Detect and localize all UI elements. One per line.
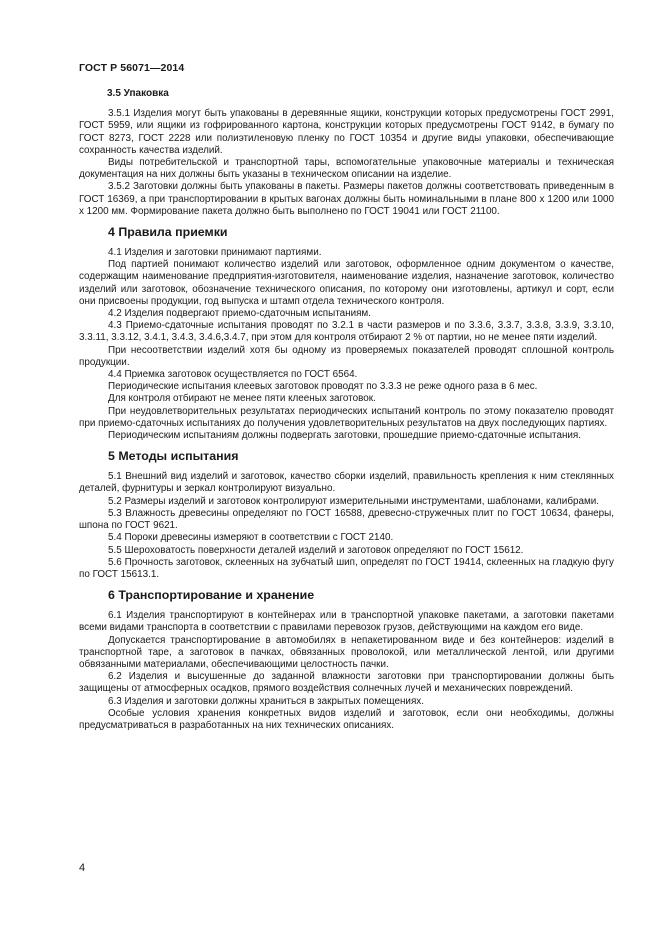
paragraph: 5.3 Влажность древесины определяют по ГОСТ 16588, древесно-стружечных плит по ГОСТ 10634, фанеры, шпона по ГОСТ 9621. [79,507,614,532]
section-heading: 6 Транспортирование и хранение [108,588,315,603]
section-heading: 4 Правила приемки [108,225,228,240]
paragraph: Допускается транспортирование в автомобилях в непакетированном виде и без контейнеров: изделий в транспортной таре, а заготовок в пачках, обвязанных проволокой, или металлической лентой, или другими обвязанными материалами, обеспечивающими целостность пачки. [79,634,614,670]
section-heading: 3.5 Упаковка [107,88,169,99]
paragraph: 5.6 Прочность заготовок, склеенных на зубчатый шип, определят по ГОСТ 19414, склеенных на гладкую фугу по ГОСТ 15613.1. [79,556,614,580]
paragraph: Под партией понимают количество изделий или заготовок, оформленное одним документом о качестве, содержащим наименование предприятия-изготовителя, наименование изделия, назначение заготовок, количество изделий или заготовок, обозначение технического описания, по которому они изготовлены, артикул и сорт, если они присвоены продукции, год выпуска и штамп отдела технического контроля. [79,259,614,307]
paragraph: Периодические испытания клеевых заготовок проводят по 3.3.3 не реже одного раза в 6 мес. [108,381,538,393]
paragraph: 5.4 Пороки древесины измеряют в соответствии с ГОСТ 2140. [108,532,394,544]
paragraph: 3.5.2 Заготовки должны быть упакованы в пакеты. Размеры пакетов должны соответствовать приведенным в ГОСТ 16369, а при транспортировании в крытых вагонах должны быть номинальными в плане 800 х 1200 или 1000 х 1200 мм. Формирование пакета должно быть выполнено по ГОСТ 19041 или ГОСТ 21100. [79,181,614,217]
paragraph: Особые условия хранения конкретных видов изделий и заготовок, если они необходимы, должны предусматриваться в разработанных на них технических описаниях. [79,707,614,731]
paragraph: Для контроля отбирают не менее пяти клееных заготовок. [108,393,376,405]
section-heading: 5 Методы испытания [108,449,239,464]
paragraph: 6.1 Изделия транспортируют в контейнерах или в транспортной упаковке пакетами, а заготовки пакетами всеми видами транспорта в соответствии с правилами перевозок грузов, действующими на каждом его виде. [79,610,614,634]
paragraph: 6.3 Изделия и заготовки должны храниться в закрытых помещениях. [108,695,424,707]
paragraph: 3.5.1 Изделия могут быть упакованы в деревянные ящики, конструкции которых предусмотрены ГОСТ 2991, ГОСТ 5959, или ящики из гофрированного картона, конструкции которых предусмотрены ГОСТ 9142, в бумагу по ГОСТ 8273, ГОСТ 2228 или полиэтиленовую пленку по ГОСТ 10354 и другие виды упаковки, обеспечивающие сохранность качества изделий. [79,108,614,156]
section-3-5 [79,88,614,218]
section-4 [79,225,614,442]
paragraph: Периодическим испытаниям должны подвергать заготовки, прошедшие приемо-сдаточные испытания. [108,430,582,442]
paragraph: 6.2 Изделия и высушенные до заданной влажности заготовки при транспортировании должны быть защищены от атмосферных осадков, прямого воздействия солнечных лучей и механических повреждений. [79,671,614,695]
paragraph: При несоответствии изделий хотя бы одному из проверяемых показателей проводят сплошной контроль продукции. [79,344,614,368]
paragraph: 5.2 Размеры изделий и заготовок контролируют измерительными инструментами, шаблонами, калибрами. [108,495,600,507]
paragraph: 5.1 Внешний вид изделий и заготовок, качество сборки изделий, правильность крепления к ним стеклянных деталей, фурнитуры и зеркал контролируют визуально. [79,471,614,495]
paragraph: 4.3 Приемо-сдаточные испытания проводят по 3.2.1 в части размеров и по 3.3.6, 3.3.7, 3.3.8, 3.3.9, 3.3.10, 3.3.11, 3.3.12, 3.4.1, 3.4.3, 3.4.6,3.4.7, при этом для контроля отбирают 2 % от партии, но не менее пяти изделий. [79,320,614,344]
paragraph: При неудовлетворительных результатах периодических испытаний контроль по этому показателю проводят при приемо-сдаточных испытаниях до получения удовлетворительных результатов на двух последующих партиях. [79,405,614,429]
document-body [79,88,614,732]
paragraph: 5.5 Шероховатость поверхности деталей изделий и заготовок определяют по ГОСТ 15612. [108,544,524,556]
document-header: ГОСТ Р 56071—2014 [79,62,185,74]
section-5 [79,449,614,581]
paragraph: 4.4 Приемка заготовок осуществляется по ГОСТ 6564. [108,369,358,381]
page-number: 4 [79,862,86,874]
paragraph: Виды потребительской и транспортной тары, вспомогательные упаковочные материалы и техническая документация на них должны быть указаны в техническом описании на изделие. [79,157,614,181]
paragraph: 4.2 Изделия подвергают приемо-сдаточным испытаниям. [108,308,371,320]
section-6 [79,588,614,732]
paragraph: 4.1 Изделия и заготовки принимают партиями. [108,247,322,259]
